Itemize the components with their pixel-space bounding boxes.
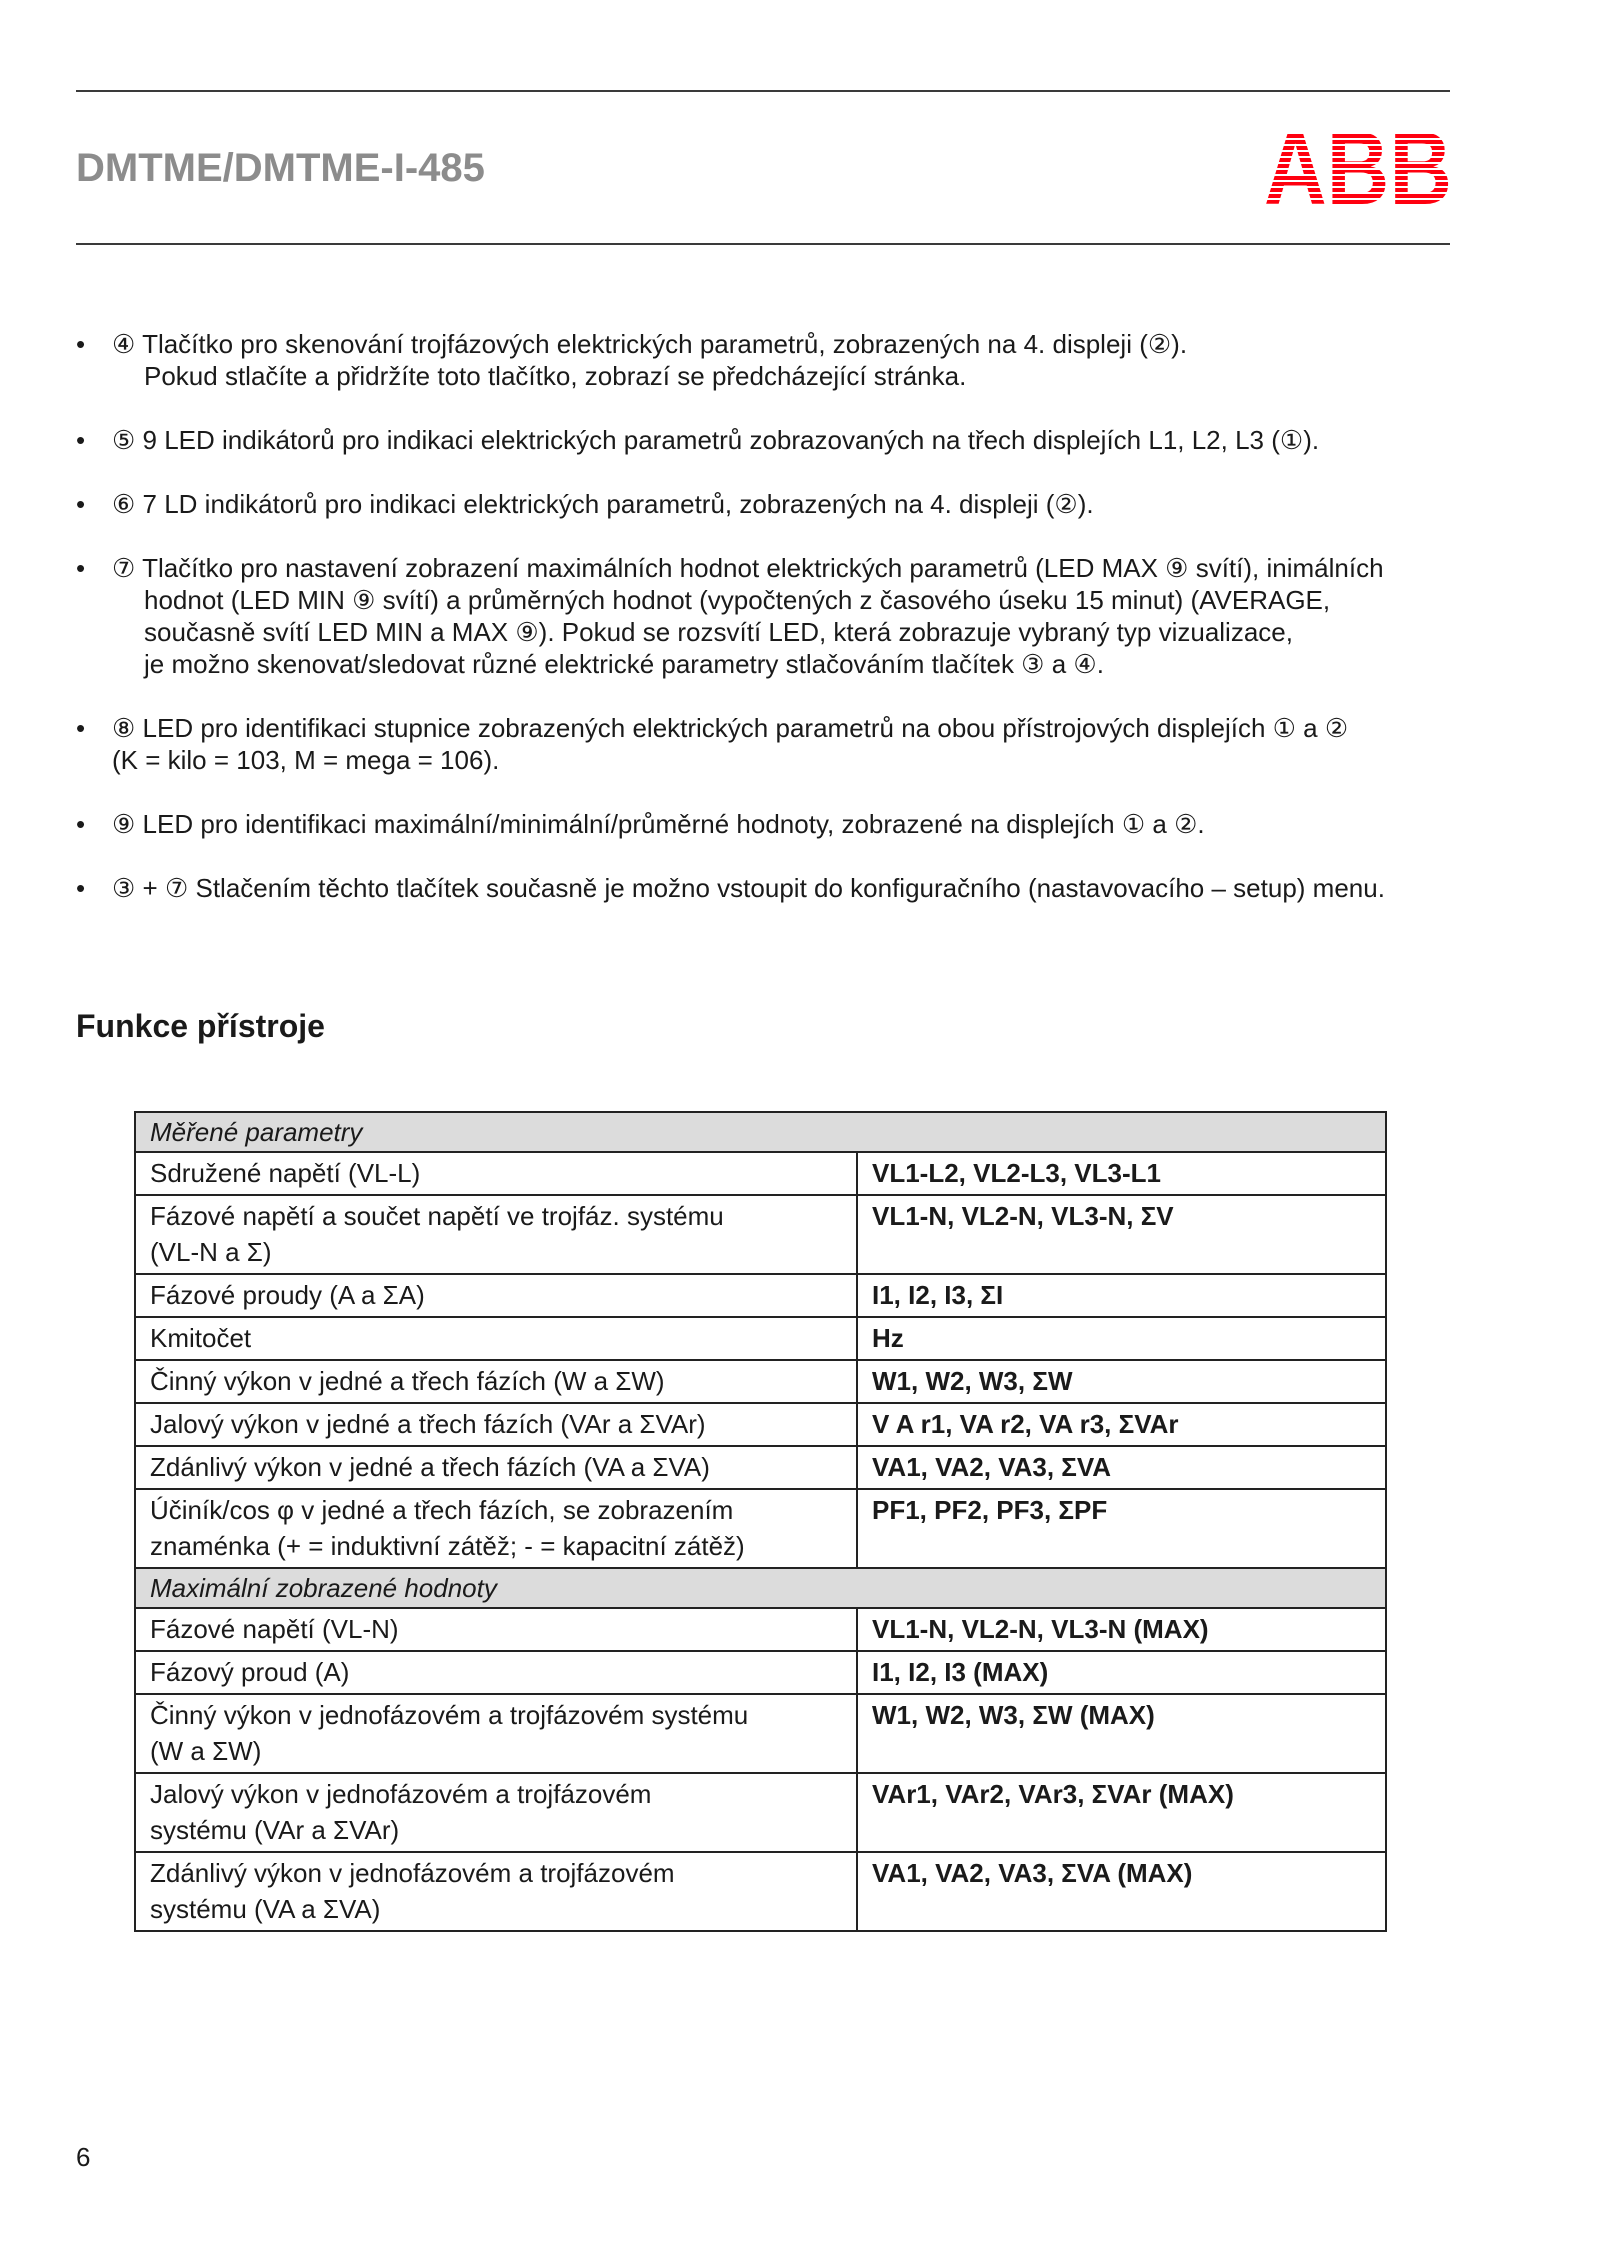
parameter-cell [135,1446,857,1489]
parameter-cell [135,1195,857,1274]
bullet-dot: • [76,489,86,519]
bullet-dot: • [76,425,86,455]
bullet-line: ⑤ 9 LED indikátorů pro indikaci elektrických parametrů zobrazovaných na třech displejích L1, L2, L3 (①). [112,425,1320,455]
value-cell: PF1, PF2, PF3, ΣPF [857,1489,1386,1568]
bullet-dot: • [76,809,86,839]
bullet-item [76,872,1456,904]
table-row [135,1651,1386,1694]
bullet-item [76,808,1456,840]
parameter-cell [135,1152,857,1195]
parameter-text: Fázové napětí (VL-N) [150,1614,399,1644]
parameter-cell [135,1489,857,1568]
group-title: Měřené parametry [135,1112,1386,1152]
table-row [135,1195,1386,1274]
value-cell: Hz [857,1317,1386,1360]
value-cell: W1, W2, W3, ΣW (MAX) [857,1694,1386,1773]
table-group-header [135,1112,1386,1152]
group-title: Maximální zobrazené hodnoty [135,1568,1386,1608]
bullet-dot: • [76,329,86,359]
bullet-line: ⑨ LED pro identifikaci maximální/minimální/průměrné hodnoty, zobrazené na displejích ① a ②. [112,809,1205,839]
value-cell: W1, W2, W3, ΣW [857,1360,1386,1403]
table-row [135,1274,1386,1317]
bullet-line: je možno skenovat/sledovat různé elektrické parametry stlačováním tlačítek ③ a ④. [144,649,1104,679]
parameter-cell [135,1317,857,1360]
header-rule-bottom [76,243,1450,245]
table-row [135,1852,1386,1931]
parameter-text: Jalový výkon v jednofázovém a trojfázovém [150,1779,652,1809]
parameter-cell [135,1694,857,1773]
table-row [135,1608,1386,1651]
table-row [135,1403,1386,1446]
table-row [135,1446,1386,1489]
table-row [135,1694,1386,1773]
bullet-line: Pokud stlačíte a přidržíte toto tlačítko, zobrazí se předcházející stránka. [144,361,967,391]
document-title: DMTME/DMTME-I-485 [76,146,485,190]
parameter-cell [135,1773,857,1852]
parameter-text: (VL-N a Σ) [150,1237,272,1267]
value-cell: VL1-L2, VL2-L3, VL3-L1 [857,1152,1386,1195]
header-rule-top [76,90,1450,92]
page-number: 6 [76,2142,91,2172]
value-cell: VA1, VA2, VA3, ΣVA [857,1446,1386,1489]
table-group-header [135,1568,1386,1608]
value-cell: I1, I2, I3, ΣI [857,1274,1386,1317]
value-cell: VAr1, VAr2, VAr3, ΣVAr (MAX) [857,1773,1386,1852]
parameter-text: Kmitočet [150,1323,252,1353]
parameter-text: Činný výkon v jednofázovém a trojfázovém systému [150,1700,749,1730]
table-row [135,1360,1386,1403]
bullet-line: současně svítí LED MIN a MAX ⑨). Pokud se rozsvítí LED, která zobrazuje vybraný typ vizualizace, [144,617,1293,647]
parameter-text: (W a ΣW) [150,1736,262,1766]
parameter-text: systému (VA a ΣVA) [150,1894,381,1924]
bullet-line: ⑥ 7 LD indikátorů pro indikaci elektrických parametrů, zobrazených na 4. displeji (②). [112,489,1094,519]
bullet-item [76,488,1456,520]
bullet-line: ④ Tlačítko pro skenování trojfázových elektrických parametrů, zobrazených na 4. displeji (②). [112,329,1188,359]
bullet-line: ⑦ Tlačítko pro nastavení zobrazení maximálních hodnot elektrických parametrů (LED MAX ⑨ svítí), inimálních [112,553,1384,583]
bullet-item [76,712,1456,776]
bullet-dot: • [76,553,86,583]
bullet-line: (K = kilo = 103, M = mega = 106). [112,745,500,775]
bullet-line: ③ + ⑦ Stlačením těchto tlačítek současně je možno vstoupit do konfiguračního (nastavovacího – setup) menu. [112,873,1385,903]
table-row [135,1317,1386,1360]
parameter-cell [135,1403,857,1446]
parameter-text: Fázový proud (A) [150,1657,350,1687]
abb-logo [1264,128,1454,206]
parameter-text: Činný výkon v jedné a třech fázích (W a ΣW) [150,1366,665,1396]
bullet-item [76,328,1456,392]
parameter-cell [135,1608,857,1651]
parameter-cell [135,1360,857,1403]
bullet-line: ⑧ LED pro identifikaci stupnice zobrazených elektrických parametrů na obou přístrojových displejích ① a ② [112,713,1349,743]
table-row [135,1489,1386,1568]
parameter-text: Jalový výkon v jedné a třech fázích (VAr a ΣVAr) [150,1409,706,1439]
parameter-cell [135,1274,857,1317]
parameter-cell [135,1852,857,1931]
parameter-text: Zdánlivý výkon v jedné a třech fázích (VA a ΣVA) [150,1452,710,1482]
section-heading: Funkce přístroje [76,1008,325,1044]
bullet-dot: • [76,713,86,743]
table-row [135,1773,1386,1852]
parameter-text: Zdánlivý výkon v jednofázovém a trojfázovém [150,1858,675,1888]
feature-bullet-list [76,328,1456,936]
parameter-text: znaménka (+ = induktivní zátěž; - = kapacitní zátěž) [150,1531,745,1561]
parameter-text: Fázové napětí a součet napětí ve trojfáz. systému [150,1201,724,1231]
value-cell: I1, I2, I3 (MAX) [857,1651,1386,1694]
value-cell: VA1, VA2, VA3, ΣVA (MAX) [857,1852,1386,1931]
parameter-text: Fázové proudy (A a ΣA) [150,1280,425,1310]
bullet-item [76,424,1456,456]
parameter-cell [135,1651,857,1694]
value-cell: V A r1, VA r2, VA r3, ΣVAr [857,1403,1386,1446]
parameter-text: systému (VAr a ΣVAr) [150,1815,400,1845]
parameter-text: Účiník/cos φ v jedné a třech fázích, se zobrazením [150,1495,734,1525]
table-row [135,1152,1386,1195]
bullet-dot: • [76,873,86,903]
value-cell: VL1-N, VL2-N, VL3-N, ΣV [857,1195,1386,1274]
parameters-table [134,1111,1387,1932]
bullet-item [76,552,1456,680]
parameter-text: Sdružené napětí (VL-L) [150,1158,421,1188]
value-cell: VL1-N, VL2-N, VL3-N (MAX) [857,1608,1386,1651]
bullet-line: hodnot (LED MIN ⑨ svítí) a průměrných hodnot (vypočtených z časového úseku 15 minut) (AVERAGE, [144,585,1331,615]
